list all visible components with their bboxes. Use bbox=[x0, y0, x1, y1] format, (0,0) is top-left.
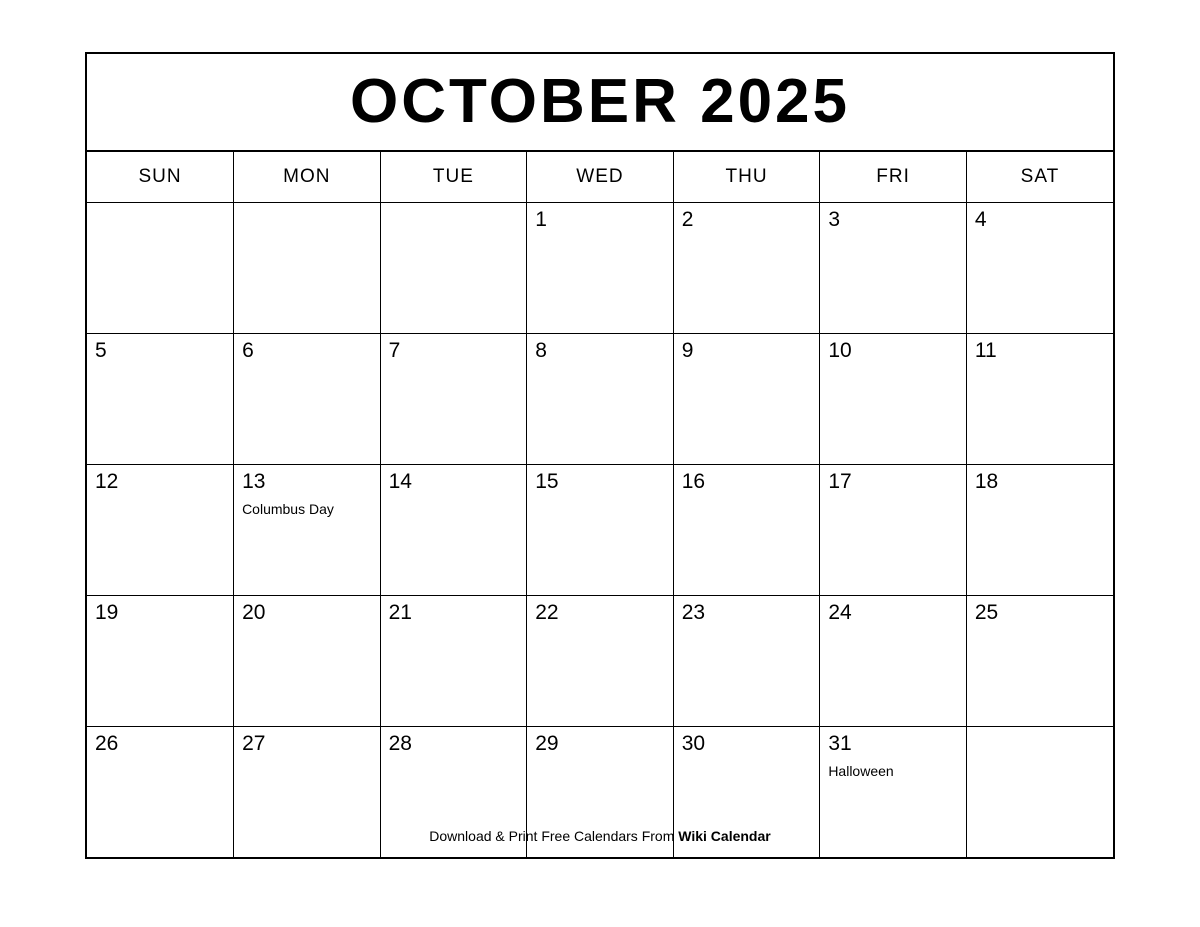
footer-text: Download & Print Free Calendars From bbox=[429, 828, 679, 844]
day-number: 17 bbox=[828, 470, 852, 493]
day-number: 16 bbox=[681, 470, 706, 493]
day-number: 29 bbox=[535, 732, 559, 755]
calendar-day-cell[interactable] bbox=[380, 334, 527, 465]
day-number: 18 bbox=[974, 470, 999, 493]
calendar-day-cell[interactable] bbox=[527, 203, 674, 334]
day-number: 12 bbox=[95, 470, 119, 493]
day-number: 5 bbox=[95, 339, 107, 362]
calendar-day-cell[interactable] bbox=[234, 203, 381, 334]
calendar-week-row bbox=[87, 465, 1113, 596]
day-number: 26 bbox=[95, 732, 119, 755]
calendar-day-cell[interactable] bbox=[380, 203, 527, 334]
calendar-day-cell[interactable] bbox=[820, 334, 967, 465]
day-event: Columbus Day bbox=[242, 501, 334, 517]
weekday-header-sun: SUN bbox=[87, 152, 234, 203]
calendar-container bbox=[85, 52, 1115, 859]
calendar-day-cell[interactable] bbox=[966, 334, 1113, 465]
day-number: 9 bbox=[681, 339, 694, 362]
day-number: 13 bbox=[242, 470, 266, 493]
calendar bbox=[85, 52, 1115, 859]
calendar-day-cell[interactable] bbox=[234, 465, 381, 596]
day-number: 21 bbox=[388, 601, 412, 624]
calendar-day-cell[interactable] bbox=[820, 465, 967, 596]
day-number: 19 bbox=[95, 601, 119, 624]
day-number: 15 bbox=[535, 470, 559, 493]
calendar-day-cell[interactable] bbox=[527, 465, 674, 596]
day-number: 7 bbox=[388, 339, 401, 362]
day-number: 20 bbox=[242, 601, 266, 624]
day-number: 10 bbox=[828, 339, 852, 362]
calendar-grid bbox=[87, 152, 1113, 857]
calendar-day-cell[interactable] bbox=[234, 334, 381, 465]
calendar-day-cell[interactable] bbox=[673, 203, 820, 334]
day-number: 3 bbox=[828, 208, 840, 231]
day-number: 30 bbox=[681, 732, 706, 755]
day-number: 31 bbox=[828, 732, 852, 755]
footer-brand[interactable]: Wiki Calendar bbox=[678, 828, 771, 844]
calendar-day-cell[interactable] bbox=[966, 465, 1113, 596]
footer bbox=[0, 828, 1200, 844]
calendar-day-cell[interactable] bbox=[87, 465, 234, 596]
weekday-header-row bbox=[87, 152, 1113, 203]
weekday-header-wed: WED bbox=[527, 152, 674, 203]
calendar-day-cell[interactable] bbox=[820, 596, 967, 727]
day-number: 14 bbox=[388, 470, 412, 493]
page-title: OCTOBER 2025 bbox=[349, 67, 851, 136]
calendar-day-cell[interactable] bbox=[380, 465, 527, 596]
day-number: 8 bbox=[535, 339, 547, 362]
day-number: 2 bbox=[681, 208, 694, 231]
day-number: 1 bbox=[535, 208, 547, 231]
day-number: 27 bbox=[242, 732, 266, 755]
day-number: 22 bbox=[535, 601, 559, 624]
calendar-day-cell[interactable] bbox=[966, 203, 1113, 334]
weekday-header-mon: MON bbox=[234, 152, 381, 203]
weekday-header-thu: THU bbox=[673, 152, 820, 203]
calendar-week-row bbox=[87, 203, 1113, 334]
calendar-day-cell[interactable] bbox=[527, 334, 674, 465]
calendar-day-cell[interactable] bbox=[820, 203, 967, 334]
calendar-day-cell[interactable] bbox=[966, 596, 1113, 727]
calendar-day-cell[interactable] bbox=[527, 596, 674, 727]
calendar-day-cell[interactable] bbox=[87, 203, 234, 334]
calendar-week-row bbox=[87, 596, 1113, 727]
day-event: Halloween bbox=[828, 763, 894, 779]
weekday-header-fri: FRI bbox=[820, 152, 967, 203]
day-number: 24 bbox=[828, 601, 852, 624]
weekday-header-tue: TUE bbox=[380, 152, 527, 203]
day-number: 25 bbox=[974, 601, 999, 624]
weekday-header-sat: SAT bbox=[966, 152, 1113, 203]
calendar-day-cell[interactable] bbox=[673, 596, 820, 727]
calendar-day-cell[interactable] bbox=[234, 596, 381, 727]
day-number: 11 bbox=[974, 339, 997, 362]
calendar-day-cell[interactable] bbox=[87, 596, 234, 727]
calendar-day-cell[interactable] bbox=[380, 596, 527, 727]
day-number: 28 bbox=[388, 732, 412, 755]
day-number: 6 bbox=[242, 339, 254, 362]
day-number: 4 bbox=[974, 208, 987, 231]
calendar-day-cell[interactable] bbox=[87, 334, 234, 465]
calendar-title-row bbox=[87, 54, 1113, 152]
calendar-day-cell[interactable] bbox=[673, 465, 820, 596]
calendar-week-row bbox=[87, 334, 1113, 465]
calendar-day-cell[interactable] bbox=[673, 334, 820, 465]
day-number: 23 bbox=[681, 601, 706, 624]
